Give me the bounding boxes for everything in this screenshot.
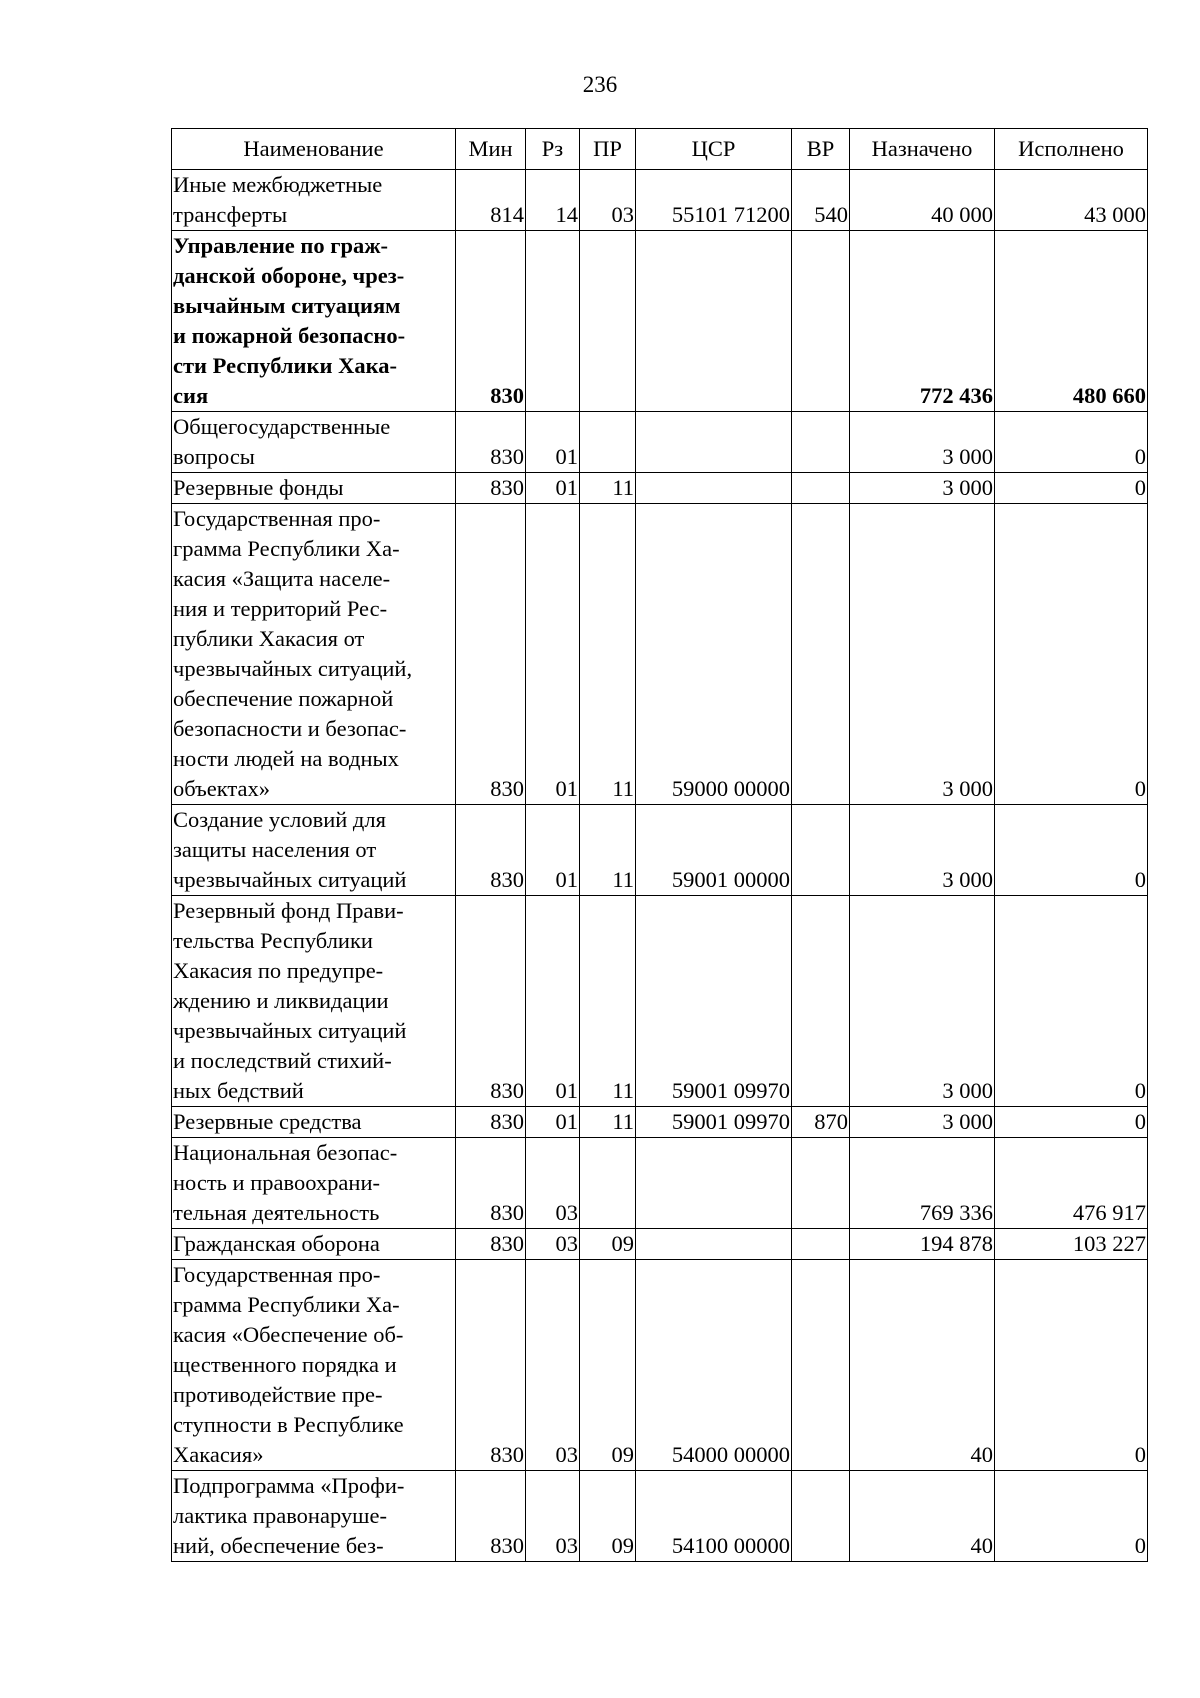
table-row [172, 231, 1148, 412]
cell-assigned: 3 000 [850, 805, 995, 896]
cell-rz: 01 [526, 896, 580, 1107]
cell-pr: 11 [580, 1107, 636, 1138]
cell-min: 814 [456, 170, 526, 231]
header-executed: Исполнено [995, 129, 1148, 170]
header-csr: ЦСР [636, 129, 792, 170]
cell-pr: 11 [580, 504, 636, 805]
cell-assigned: 772 436 [850, 231, 995, 412]
cell-pr: 09 [580, 1471, 636, 1562]
cell-name: Создание условий для защиты населения от чрезвычайных ситуаций [172, 805, 456, 896]
cell-pr: 09 [580, 1229, 636, 1260]
cell-rz: 03 [526, 1260, 580, 1471]
cell-min: 830 [456, 504, 526, 805]
cell-min: 830 [456, 805, 526, 896]
cell-executed: 480 660 [995, 231, 1148, 412]
cell-rz: 14 [526, 170, 580, 231]
table-body [172, 170, 1148, 1562]
cell-pr: 11 [580, 805, 636, 896]
cell-vr [792, 231, 850, 412]
cell-assigned: 40 000 [850, 170, 995, 231]
cell-pr: 09 [580, 1260, 636, 1471]
cell-pr [580, 231, 636, 412]
cell-name: Государственная про- грамма Республики Ха- касия «Обеспечение об- щественного порядка и противодействие пре- ступности в Республике Хакасия» [172, 1260, 456, 1471]
cell-name: Иные межбюджетные трансферты [172, 170, 456, 231]
cell-rz [526, 231, 580, 412]
table-row [172, 170, 1148, 231]
cell-assigned: 3 000 [850, 473, 995, 504]
cell-name: Гражданская оборона [172, 1229, 456, 1260]
cell-assigned: 40 [850, 1471, 995, 1562]
cell-rz: 01 [526, 1107, 580, 1138]
header-min: Мин [456, 129, 526, 170]
cell-vr [792, 1229, 850, 1260]
cell-vr [792, 1471, 850, 1562]
cell-assigned: 3 000 [850, 1107, 995, 1138]
cell-executed: 0 [995, 1471, 1148, 1562]
cell-name: Управление по граж- данской обороне, чрез- вычайным ситуациям и пожарной безопасно- сти Республики Хака- сия [172, 231, 456, 412]
header-pr: ПР [580, 129, 636, 170]
table-row [172, 1260, 1148, 1471]
cell-executed: 0 [995, 1107, 1148, 1138]
cell-executed: 476 917 [995, 1138, 1148, 1229]
cell-csr [636, 231, 792, 412]
cell-executed: 0 [995, 473, 1148, 504]
cell-pr [580, 412, 636, 473]
cell-name: Государственная про- грамма Республики Ха- касия «Защита населе- ния и территорий Рес- публики Хакасия от чрезвычайных ситуаций, обеспечение пожарной безопасности и безопас- ности людей на водных объектах» [172, 504, 456, 805]
cell-csr: 54000 00000 [636, 1260, 792, 1471]
table-row [172, 805, 1148, 896]
header-name: Наименование [172, 129, 456, 170]
cell-min: 830 [456, 1107, 526, 1138]
cell-executed: 0 [995, 412, 1148, 473]
cell-min: 830 [456, 412, 526, 473]
table-row [172, 1471, 1148, 1562]
cell-vr [792, 1138, 850, 1229]
cell-name: Общегосударственные вопросы [172, 412, 456, 473]
cell-pr [580, 1138, 636, 1229]
cell-csr: 59001 09970 [636, 1107, 792, 1138]
cell-csr [636, 412, 792, 473]
cell-pr: 11 [580, 896, 636, 1107]
table-row [172, 1229, 1148, 1260]
cell-rz: 03 [526, 1471, 580, 1562]
cell-assigned: 3 000 [850, 412, 995, 473]
cell-vr [792, 805, 850, 896]
cell-assigned: 769 336 [850, 1138, 995, 1229]
cell-min: 830 [456, 1229, 526, 1260]
table-row [172, 896, 1148, 1107]
cell-executed: 0 [995, 504, 1148, 805]
table-header-row [172, 129, 1148, 170]
cell-assigned: 40 [850, 1260, 995, 1471]
cell-csr [636, 1229, 792, 1260]
cell-executed: 0 [995, 1260, 1148, 1471]
cell-min: 830 [456, 1471, 526, 1562]
header-assigned: Назначено [850, 129, 995, 170]
cell-pr: 03 [580, 170, 636, 231]
cell-vr [792, 1260, 850, 1471]
cell-csr [636, 473, 792, 504]
cell-assigned: 3 000 [850, 504, 995, 805]
budget-table [171, 128, 1148, 1562]
cell-name: Резервный фонд Прави- тельства Республики Хакасия по предупре- ждению и ликвидации чрезвычайных ситуаций и последствий стихий- ных бедствий [172, 896, 456, 1107]
cell-rz: 03 [526, 1229, 580, 1260]
cell-min: 830 [456, 1260, 526, 1471]
table-row [172, 1138, 1148, 1229]
cell-vr [792, 412, 850, 473]
cell-executed: 0 [995, 896, 1148, 1107]
cell-vr: 540 [792, 170, 850, 231]
cell-csr: 55101 71200 [636, 170, 792, 231]
cell-csr: 59000 00000 [636, 504, 792, 805]
cell-name: Резервные фонды [172, 473, 456, 504]
cell-min: 830 [456, 896, 526, 1107]
cell-vr [792, 896, 850, 1107]
cell-executed: 0 [995, 805, 1148, 896]
cell-vr [792, 504, 850, 805]
cell-rz: 01 [526, 504, 580, 805]
cell-vr: 870 [792, 1107, 850, 1138]
cell-name: Резервные средства [172, 1107, 456, 1138]
table-row [172, 473, 1148, 504]
cell-name: Национальная безопас- ность и правоохрани- тельная деятельность [172, 1138, 456, 1229]
cell-min: 830 [456, 1138, 526, 1229]
cell-vr [792, 473, 850, 504]
page-number: 236 [582, 72, 618, 97]
cell-assigned: 3 000 [850, 896, 995, 1107]
table-row [172, 1107, 1148, 1138]
cell-csr [636, 1138, 792, 1229]
header-vr: ВР [792, 129, 850, 170]
cell-assigned: 194 878 [850, 1229, 995, 1260]
cell-csr: 54100 00000 [636, 1471, 792, 1562]
cell-min: 830 [456, 473, 526, 504]
cell-rz: 01 [526, 473, 580, 504]
cell-rz: 01 [526, 805, 580, 896]
cell-csr: 59001 00000 [636, 805, 792, 896]
cell-min: 830 [456, 231, 526, 412]
cell-csr: 59001 09970 [636, 896, 792, 1107]
table-row [172, 504, 1148, 805]
cell-name: Подпрограмма «Профи- лактика правонаруше- ний, обеспечение без- [172, 1471, 456, 1562]
cell-executed: 103 227 [995, 1229, 1148, 1260]
header-rz: Рз [526, 129, 580, 170]
table-row [172, 412, 1148, 473]
cell-executed: 43 000 [995, 170, 1148, 231]
cell-rz: 01 [526, 412, 580, 473]
cell-rz: 03 [526, 1138, 580, 1229]
cell-pr: 11 [580, 473, 636, 504]
